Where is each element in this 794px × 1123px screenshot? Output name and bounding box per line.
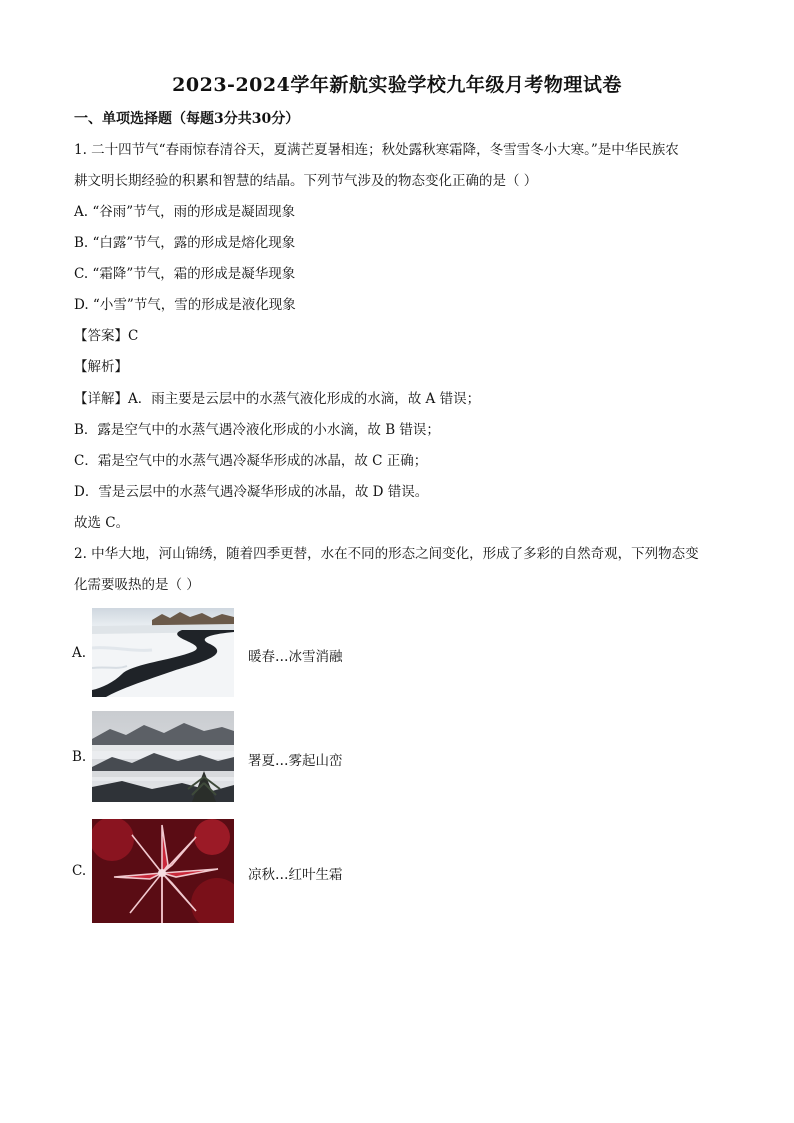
q2-option-c-label: C.: [72, 863, 87, 879]
q1-detail-b: B．露是空气中的水蒸气遇冷液化形成的小水滴，故 B 错误；: [74, 422, 440, 438]
q1-option-d: D. “小雪”节气，雪的形成是液化现象: [74, 297, 296, 313]
q2-option-c-caption: 凉秋…红叶生霜: [248, 867, 343, 883]
q1-detail-c: C．霜是空气中的水蒸气遇冷凝华形成的冰晶，故 C 正确；: [74, 453, 428, 469]
q2-option-a-label: A.: [72, 645, 87, 661]
section-heading: 一、单项选择题（每题3分共30分）: [74, 111, 300, 127]
q1-stem-line2: 耕文明长期经验的积累和智慧的结晶。下列节气涉及的物态变化正确的是（ ）: [74, 173, 538, 189]
q1-option-c: C. “霜降”节气，霜的形成是凝华现象: [74, 266, 296, 282]
mountain-fog-image: [92, 711, 234, 802]
q1-option-a: A. “谷雨”节气，雨的形成是凝固现象: [74, 204, 296, 220]
q1-analysis-label: 【解析】: [74, 359, 128, 375]
q2-option-b-caption: 署夏…雾起山峦: [248, 753, 343, 769]
q1-answer: 【答案】C: [74, 328, 139, 344]
q1-detail-a: 【详解】A．雨主要是云层中的水蒸气液化形成的水滴，故 A 错误；: [74, 391, 481, 407]
q1-detail-d: D．雪是云层中的水蒸气遇冷凝华形成的冰晶，故 D 错误。: [74, 484, 429, 500]
q1-stem-line1: 1. 二十四节气“春雨惊春清谷天，夏满芒夏暑相连；秋处露秋寒霜降，冬雪雪冬小大寒。”是中华民族农: [74, 142, 679, 158]
q2-stem-line1: 2. 中华大地，河山锦绣，随着四季更替，水在不同的形态之间变化，形成了多彩的自然奇观，下列物态变: [74, 546, 699, 562]
frosted-red-leaf-image: [92, 819, 234, 923]
q2-option-b-label: B.: [72, 749, 87, 765]
page-title: 2023-2024学年新航实验学校九年级月考物理试卷: [172, 74, 622, 96]
snow-river-image: [92, 608, 234, 697]
q1-conclusion: 故选 C。: [74, 515, 130, 531]
q2-stem-line2: 化需要吸热的是（ ）: [74, 577, 200, 593]
q2-option-a-caption: 暖春…冰雪消融: [248, 649, 343, 665]
q1-option-b: B. “白露”节气，露的形成是熔化现象: [74, 235, 296, 251]
